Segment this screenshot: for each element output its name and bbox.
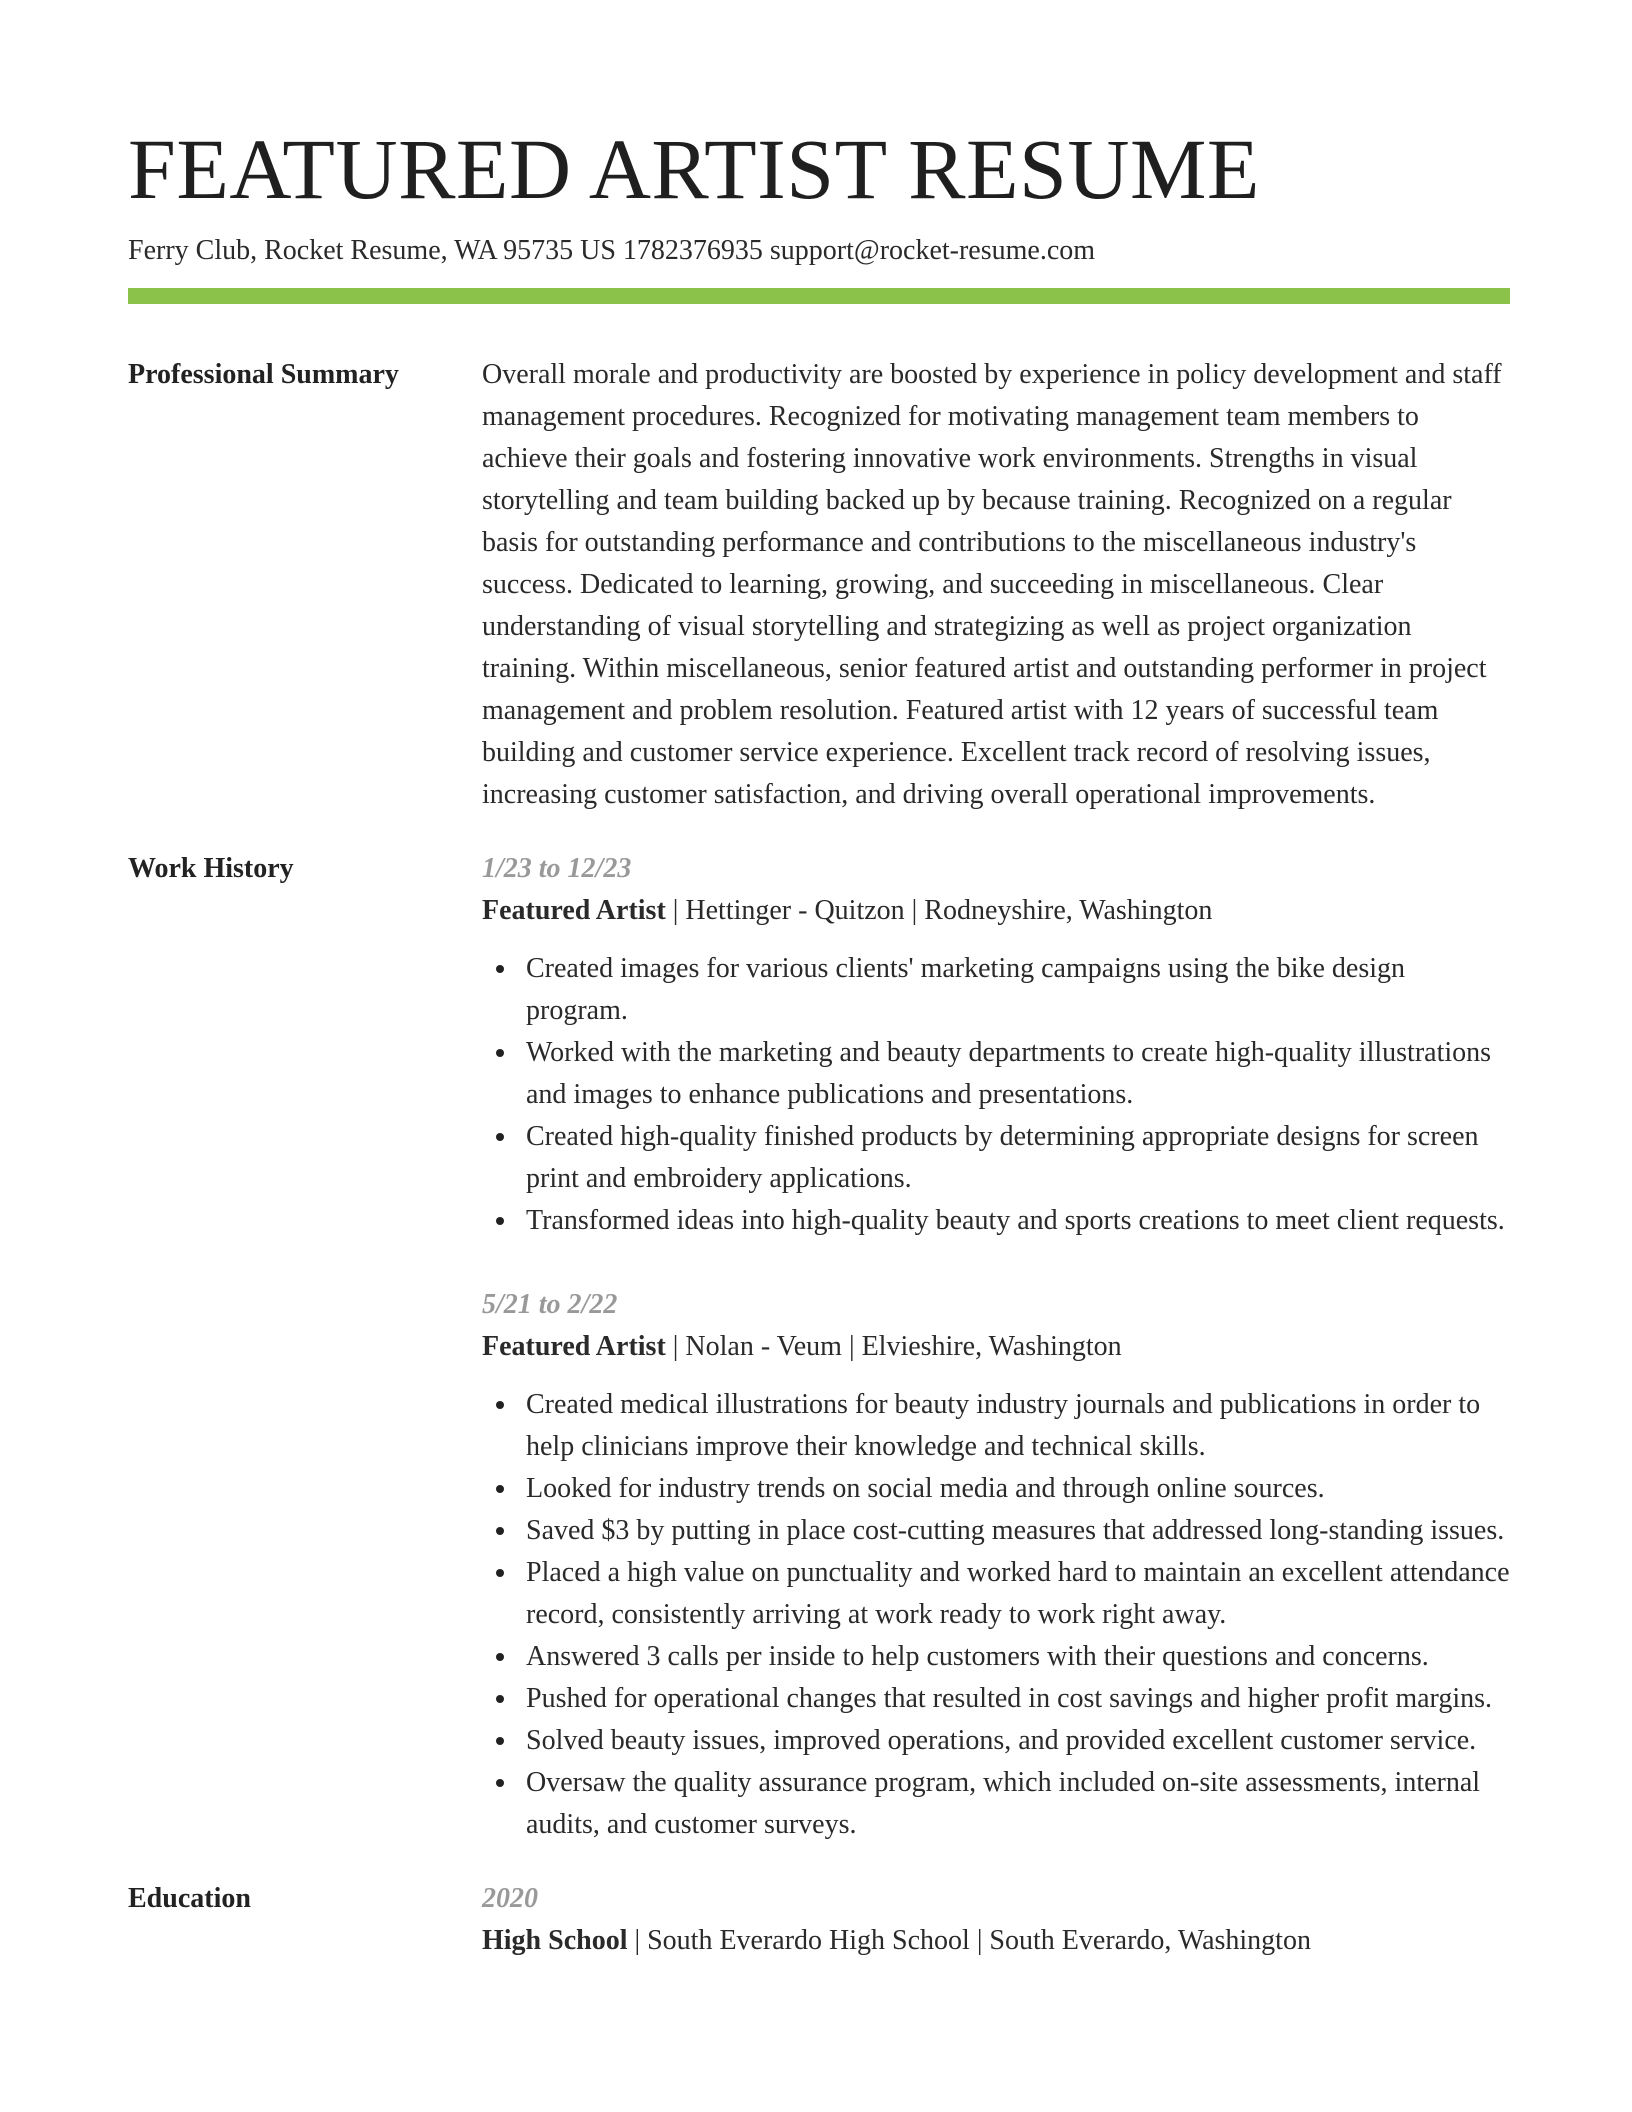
- bullet-text: Saved $3 by putting in place cost-cutting measures that addressed long-standing issues.: [526, 1515, 1505, 1546]
- job-bullet: [526, 1678, 1510, 1720]
- bullet-dot-icon: [496, 1485, 504, 1493]
- bullet-dot-icon: [496, 1695, 504, 1703]
- work-history-section: [128, 848, 1510, 1846]
- contact-line: Ferry Club, Rocket Resume, WA 95735 US 1782376935 support@rocket-resume.com: [128, 235, 1096, 266]
- job-bullet-list: [482, 948, 1510, 1242]
- job-bullet: [526, 1636, 1510, 1678]
- bullet-text: Solved beauty issues, improved operations, and provided excellent customer service.: [526, 1725, 1477, 1756]
- job-bullet: [526, 1384, 1510, 1468]
- education-degree: High School: [482, 1925, 628, 1956]
- job-bullet: [526, 1720, 1510, 1762]
- job-bullet: [526, 1116, 1510, 1200]
- bullet-dot-icon: [496, 1133, 504, 1141]
- bullet-dot-icon: [496, 1527, 504, 1535]
- job-bullet-list: [482, 1384, 1510, 1846]
- summary-text: Overall morale and productivity are boosted by experience in policy development and staff management procedures. Recognized for motivating management team members to achieve their goals and fostering innovative work environments. Strengths in visual storytelling and team building backed up by because training. Recognized on a regular basis for outstanding performance and contributions to the miscellaneous industry's success. Dedicated to learning, growing, and succeeding in miscellaneous. Clear understanding of visual storytelling and strategizing as well as project organization training. Within miscellaneous, senior featured artist and outstanding performer in project management and problem resolution. Featured artist with 12 years of successful team building and customer service experience. Excellent track record of resolving issues, increasing customer satisfaction, and driving overall operational improvements.: [482, 359, 1502, 810]
- bullet-text: Created high-quality finished products by determining appropriate designs for screen print and embroidery applications.: [526, 1121, 1479, 1194]
- summary-section: [128, 354, 1510, 816]
- bullet-text: Worked with the marketing and beauty departments to create high-quality illustrations and images to enhance publications and presentations.: [526, 1037, 1492, 1110]
- job-dates: 5/21 to 2/22: [482, 1289, 618, 1320]
- work-history-body: [482, 848, 1510, 1846]
- job-employer-location: | Nolan - Veum | Elvieshire, Washington: [665, 1331, 1122, 1362]
- bullet-text: Pushed for operational changes that resulted in cost savings and higher profit margins.: [526, 1683, 1493, 1714]
- bullet-dot-icon: [496, 1653, 504, 1661]
- bullet-dot-icon: [496, 1737, 504, 1745]
- bullet-dot-icon: [496, 965, 504, 973]
- bullet-dot-icon: [496, 1401, 504, 1409]
- job-heading: [482, 1326, 1510, 1368]
- job-entry: [482, 848, 1510, 1242]
- job-bullet: [526, 948, 1510, 1032]
- bullet-dot-icon: [496, 1217, 504, 1225]
- job-bullet: [526, 1200, 1510, 1242]
- education-school-location: | South Everardo High School | South Everardo, Washington: [627, 1925, 1311, 1956]
- job-bullet: [526, 1552, 1510, 1636]
- bullet-text: Placed a high value on punctuality and worked hard to maintain an excellent attendance record, consistently arriving at work ready to work right away.: [526, 1557, 1510, 1630]
- education-body: [482, 1878, 1510, 1962]
- section-label-education: Education: [128, 1883, 251, 1914]
- job-title: Featured Artist: [482, 1331, 666, 1362]
- bullet-text: Created images for various clients' marketing campaigns using the bike design program.: [526, 953, 1406, 1026]
- education-dates: 2020: [482, 1883, 538, 1914]
- job-bullet: [526, 1468, 1510, 1510]
- bullet-text: Created medical illustrations for beauty industry journals and publications in order to help clinicians improve their knowledge and technical skills.: [526, 1389, 1481, 1462]
- bullet-text: Transformed ideas into high-quality beauty and sports creations to meet client requests.: [526, 1205, 1505, 1236]
- job-bullet: [526, 1510, 1510, 1552]
- bullet-dot-icon: [496, 1569, 504, 1577]
- bullet-text: Answered 3 calls per inside to help customers with their questions and concerns.: [526, 1641, 1429, 1672]
- job-entry: [482, 1284, 1510, 1846]
- job-dates: 1/23 to 12/23: [482, 853, 632, 884]
- resume-title: FEATURED ARTIST RESUME: [128, 121, 1260, 217]
- job-bullet: [526, 1032, 1510, 1116]
- job-title: Featured Artist: [482, 895, 666, 926]
- section-label-work-history: Work History: [128, 853, 294, 884]
- education-heading: [482, 1920, 1510, 1962]
- resume-page: [128, 118, 1510, 1962]
- education-section: [128, 1878, 1510, 1962]
- bullet-dot-icon: [496, 1049, 504, 1057]
- job-bullet: [526, 1762, 1510, 1846]
- section-label-summary: Professional Summary: [128, 359, 399, 390]
- accent-divider: [128, 288, 1510, 304]
- job-employer-location: | Hettinger - Quitzon | Rodneyshire, Washington: [665, 895, 1213, 926]
- bullet-text: Looked for industry trends on social media and through online sources.: [526, 1473, 1325, 1504]
- bullet-dot-icon: [496, 1779, 504, 1787]
- bullet-text: Oversaw the quality assurance program, which included on-site assessments, internal audits, and customer surveys.: [526, 1767, 1481, 1840]
- job-heading: [482, 890, 1510, 932]
